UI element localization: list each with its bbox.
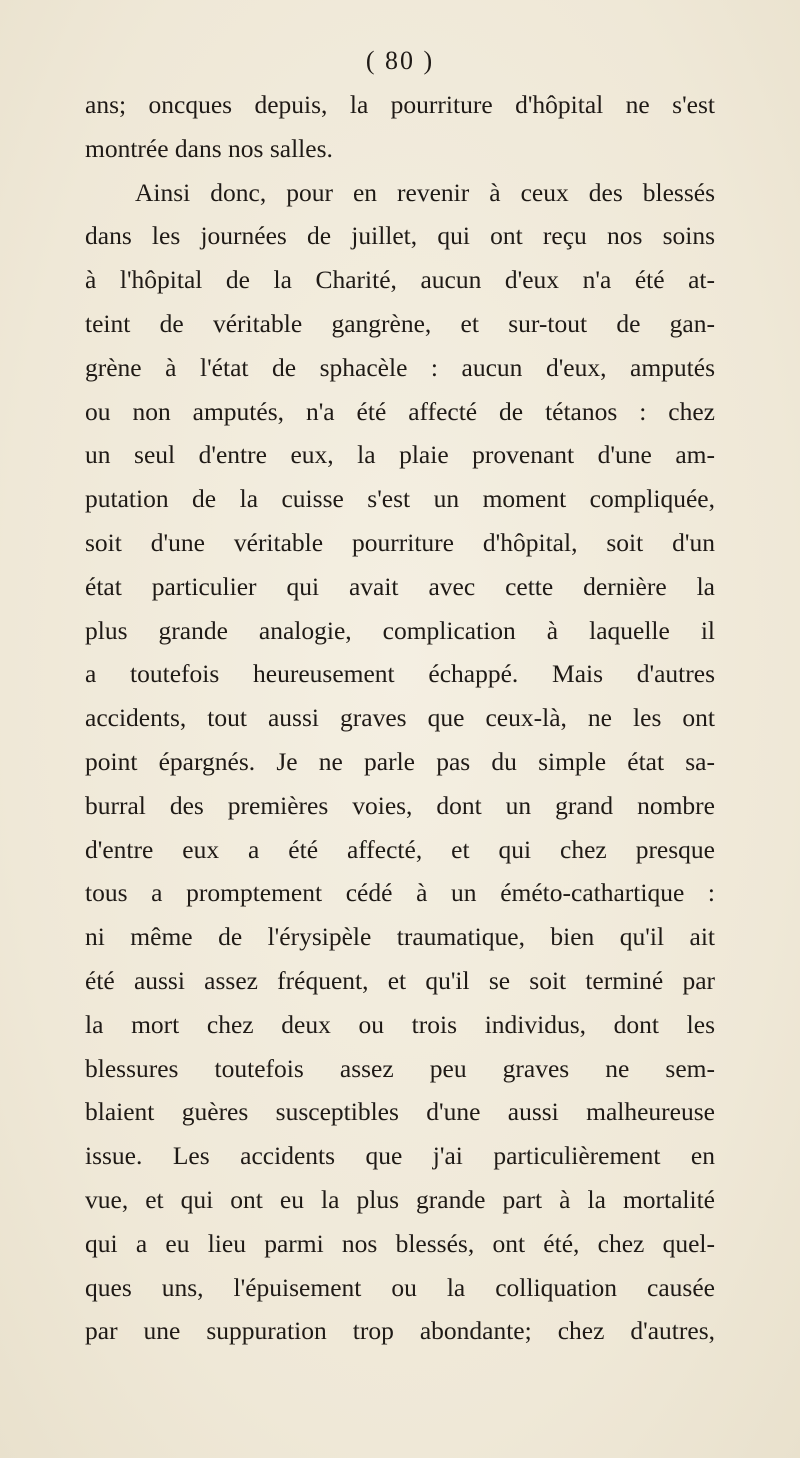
text-line: Ainsi donc, pour en revenir à ceux des blessés — [135, 177, 715, 207]
text-line: à l'hôpital de la Charité, aucun d'eux n'a été at- — [85, 265, 715, 295]
text-line: issue. Les accidents que j'ai particulièrement en — [85, 1141, 715, 1171]
text-line: vue, et qui ont eu la plus grande part à la mortalité — [85, 1184, 715, 1214]
text-line: ou non amputés, n'a été affecté de tétanos : chez — [85, 396, 715, 426]
text-line: point épargnés. Je ne parle pas du simple état sa- — [85, 746, 715, 776]
body-text — [85, 83, 715, 1353]
text-line: ans; oncques depuis, la pourriture d'hôpital ne s'est — [85, 90, 715, 119]
text-line: accidents, tout aussi graves que ceux-là, ne les ont — [85, 703, 715, 733]
text-line: plus grande analogie, complication à laquelle il — [85, 615, 715, 645]
text-line: a toutefois heureusement échappé. Mais d'autres — [85, 659, 715, 689]
text-line: ni même de l'érysipèle traumatique, bien qu'il ait — [85, 922, 715, 952]
text-line: burral des premières voies, dont un grand nombre — [85, 790, 715, 820]
text-line: la mort chez deux ou trois individus, dont les — [85, 1009, 715, 1039]
text-line: dans les journées de juillet, qui ont reçu nos soins — [85, 221, 715, 251]
page-number: ( 80 ) — [365, 46, 435, 75]
text-line: soit d'une véritable pourriture d'hôpital, soit d'un — [85, 527, 715, 557]
text-line: blaient guères susceptibles d'une aussi malheureuse — [85, 1097, 715, 1127]
text-line: un seul d'entre eux, la plaie provenant d'une am- — [85, 440, 715, 470]
text-line: qui a eu lieu parmi nos blessés, ont été, chez quel- — [85, 1228, 715, 1258]
text-line: d'entre eux a été affecté, et qui chez presque — [85, 834, 715, 864]
text-line: putation de la cuisse s'est un moment compliquée, — [85, 484, 715, 514]
text-line: blessures toutefois assez peu graves ne sem- — [85, 1053, 715, 1083]
text-line: par une suppuration trop abondante; chez d'autres, — [85, 1316, 715, 1346]
text-line: tous a promptement cédé à un éméto-cathartique : — [85, 878, 715, 908]
text-line: état particulier qui avait avec cette dernière la — [85, 571, 715, 601]
text-line: teint de véritable gangrène, et sur-tout de gan- — [85, 308, 715, 338]
text-line: été aussi assez fréquent, et qu'il se soit terminé par — [85, 965, 715, 995]
text-line: ques uns, l'épuisement ou la colliquation causée — [85, 1272, 715, 1302]
text-line: grène à l'état de sphacèle : aucun d'eux, amputés — [85, 352, 715, 382]
text-line: montrée dans nos salles. — [85, 133, 333, 163]
